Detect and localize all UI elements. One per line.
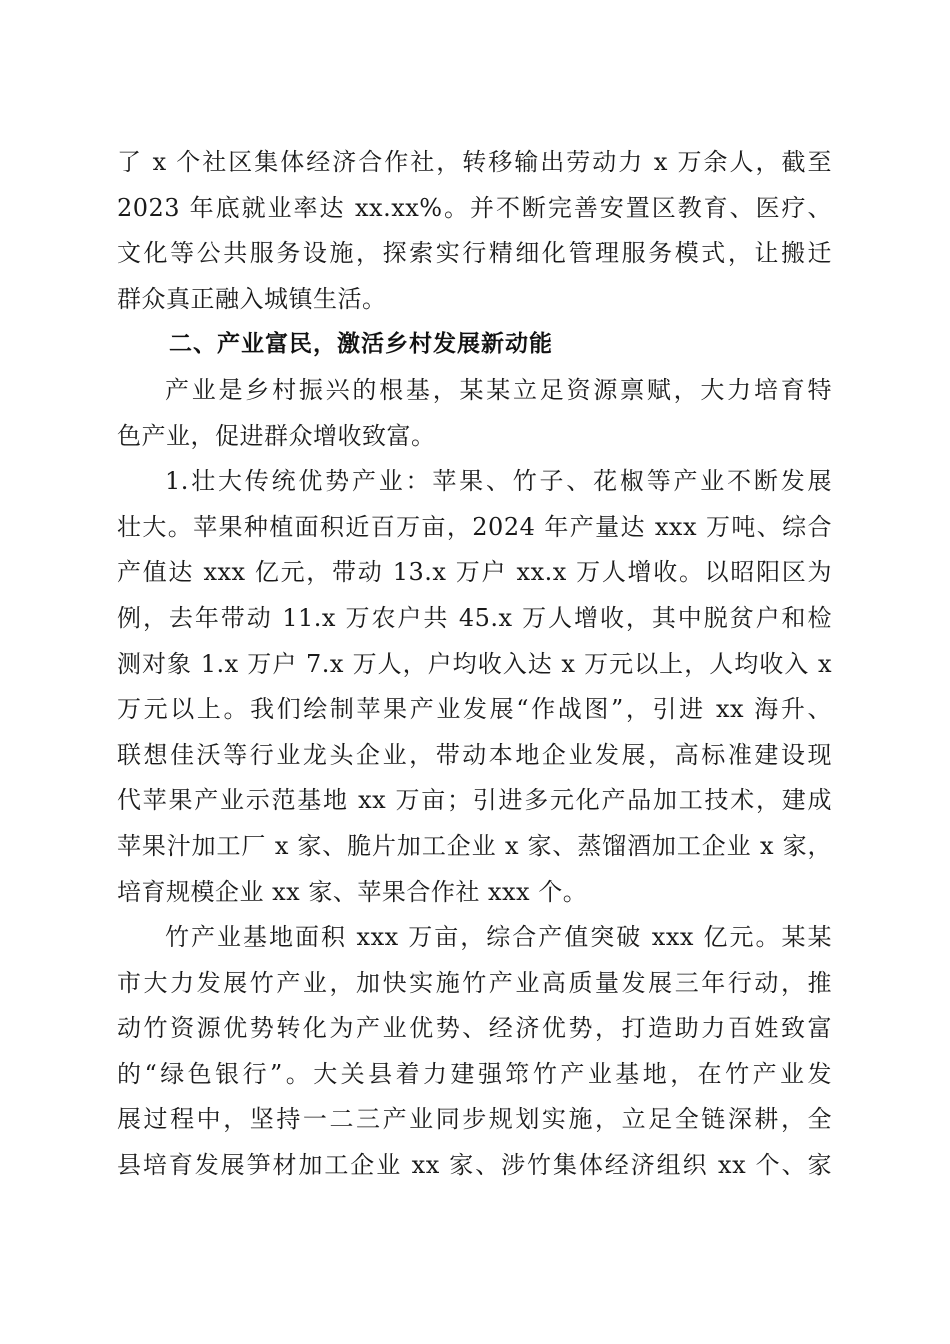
text-line: 测对象 1.x 万户 7.x 万人，户均收入达 x 万元以上，人均收入 x xyxy=(117,649,832,678)
paragraph-industry-intro xyxy=(117,368,832,459)
text-line: 展过程中，坚持一二三产业同步规划实施，立足全链深耕，全 xyxy=(117,1105,832,1134)
text-line: 2023 年底就业率达 xx.xx%。并不断完善安置区教育、医疗、 xyxy=(117,193,832,222)
text-line: 文化等公共服务设施，探索实行精细化管理服务模式，让搬迁 xyxy=(117,239,832,268)
section-heading xyxy=(117,322,832,368)
text-line: 例，去年带动 11.x 万农户共 45.x 万人增收，其中脱贫户和检 xyxy=(117,603,832,632)
text-line: 代苹果产业示范基地 xx 万亩；引进多元化产品加工技术，建成 xyxy=(117,786,832,815)
text-line: 联想佳沃等行业龙头企业，带动本地企业发展，高标准建设现 xyxy=(117,740,832,769)
text-line: 市大力发展竹产业，加快实施竹产业高质量发展三年行动，推 xyxy=(117,968,832,997)
document-body xyxy=(117,140,832,1189)
text-line: 动竹资源优势转化为产业优势、经济优势，打造助力百姓致富 xyxy=(117,1014,832,1043)
paragraph-resettlement xyxy=(117,140,832,322)
text-line: 县培育发展笋材加工企业 xx 家、涉竹集体经济组织 xx 个、家 xyxy=(117,1151,832,1180)
paragraph-bamboo-industry xyxy=(117,915,832,1189)
text-line: 苹果汁加工厂 x 家、脆片加工企业 x 家、蒸馏酒加工企业 x 家， xyxy=(117,831,832,860)
text-line: 1.壮大传统优势产业：苹果、竹子、花椒等产业不断发展 xyxy=(165,467,832,496)
text-line: 培育规模企业 xx 家、苹果合作社 xxx 个。 xyxy=(117,877,588,906)
text-line: 产业是乡村振兴的根基，某某立足资源禀赋，大力培育特 xyxy=(165,375,832,404)
text-line: 万元以上。我们绘制苹果产业发展“作战图”，引进 xx 海升、 xyxy=(117,695,832,724)
text-line: 群众真正融入城镇生活。 xyxy=(117,284,387,313)
text-line: 壮大。苹果种植面积近百万亩，2024 年产量达 xxx 万吨、综合 xyxy=(117,512,832,541)
heading-text: 二、产业富民，激活乡村发展新动能 xyxy=(169,331,553,358)
text-line: 色产业，促进群众增收致富。 xyxy=(117,421,436,450)
text-line: 产值达 xxx 亿元，带动 13.x 万户 xx.x 万人增收。以昭阳区为 xyxy=(117,558,832,587)
text-line: 的“绿色银行”。大关县着力建强筇竹产业基地，在竹产业发 xyxy=(117,1059,832,1088)
text-line: 了 x 个社区集体经济合作社，转移输出劳动力 x 万余人，截至 xyxy=(117,148,832,176)
paragraph-apple-industry xyxy=(117,459,832,915)
text-line: 竹产业基地面积 xxx 万亩，综合产值突破 xxx 亿元。某某 xyxy=(165,923,832,952)
